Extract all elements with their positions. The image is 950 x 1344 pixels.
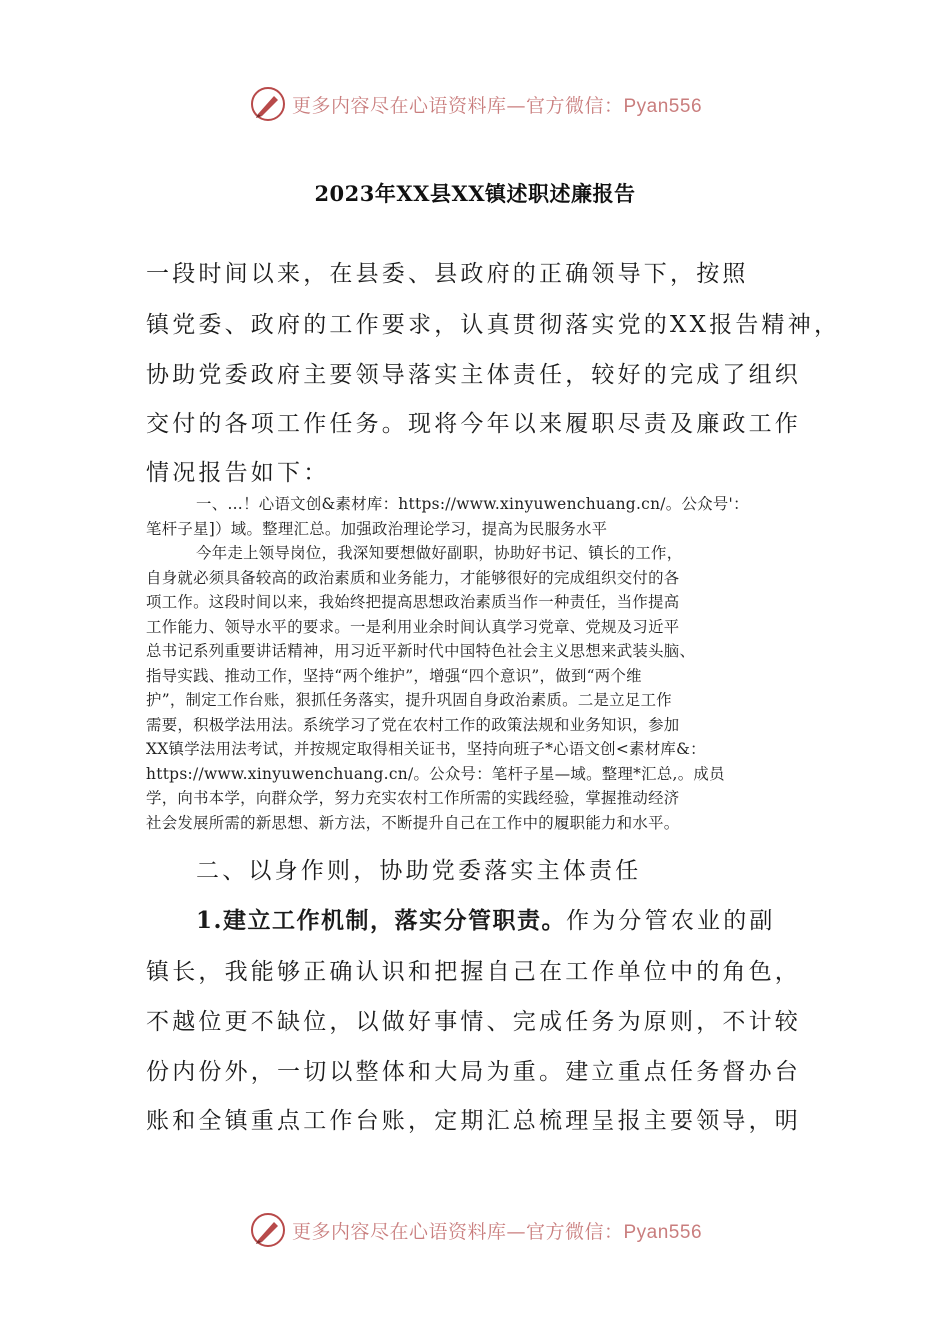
item1-line: 份内份外，一切以整体和大局为重。建立重点任务督办台 [146,1059,801,1085]
section1-line: XX镇学法用法考试，并按规定取得相关证书，坚持向班子*心语文创<素材库&： [146,740,706,758]
intro-line: 一段时间以来，在县委、县政府的正确领导下，按照 [146,261,749,287]
page-title: 2023年XX县XX镇述职述廉报告 [314,181,636,206]
section1-block [146,492,826,835]
section1-line: 总书记系列重要讲话精神，用习近平新时代中国特色社会主义思想来武装头脑、 [146,642,696,660]
section1-line: 项工作。这段时间以来，我始终把提高思想政治素质当作一种责任，当作提高 [146,593,680,611]
section2-heading: 二、以身作则，协助党委落实主体责任 [196,858,642,884]
intro-line: 交付的各项工作任务。现将今年以来履职尽责及廉政工作 [146,411,801,437]
section1-line: https://www.xinyuwenchuang.cn/。公众号：笔杆子星—域。整理*汇总,。成员 [146,764,725,783]
footer-banner [0,1210,950,1250]
section1-line: 工作能力、领导水平的要求。一是利用业余时间认真学习党章、党规及习近平 [146,617,680,636]
section1-line: 学，向书本学，向群众学，努力充实农村工作所需的实践经验，掌握推动经济 [146,789,680,807]
section1-line: 需要，积极学法用法。系统学习了党在农村工作的政策法规和业务知识，参加 [146,715,680,734]
pen-logo-icon [248,1210,288,1250]
section1-line: 社会发展所需的新思想、新方法，不断提升自己在工作中的履职能力和水平。 [146,813,680,832]
banner-text: 更多内容尽在心语资料库—官方微信：Pyan556 [291,1220,703,1243]
banner-text: 更多内容尽在心语资料库—官方微信：Pyan556 [291,94,703,117]
section1-line: 指导实践、推动工作，坚持“两个维护”，增强“四个意识”，做到“两个维 [146,666,642,685]
section1-line: 护”，制定工作台账，狠抓任务落实，提升巩固自身政治素质。二是立足工作 [146,691,672,709]
intro-line: 镇党委、政府的工作要求，认真贯彻落实党的XX报告精神， [146,312,841,338]
section1-line: 笔杆子星]）域。整理汇总。加强政治理论学习，提高为民服务水平 [146,519,608,538]
header-banner [0,84,950,124]
section1-line: 一、…！心语文创&素材库：https://www.xinyuwenchuang.cn/。公众号'： [196,495,749,513]
intro-line: 协助党委政府主要领导落实主体责任，较好的完成了组织 [146,362,801,388]
item1-first-line: 1.建立工作机制，落实分管职责。作为分管农业的副 [196,907,776,934]
pen-logo-icon [248,84,288,124]
section1-line: 自身就必须具备较高的政治素质和业务能力，才能够很好的完成组织交付的各 [146,568,680,587]
item1-line: 账和全镇重点工作台账，定期汇总梳理呈报主要领导，明 [146,1108,801,1134]
item1-line: 镇长，我能够正确认识和把握自己在工作单位中的角色， [146,959,801,985]
intro-line: 情况报告如下： [146,460,330,486]
item1-bold-heading: 1.建立工作机制，落实分管职责。 [196,907,567,934]
item1-line: 不越位更不缺位，以做好事情、完成任务为原则，不计较 [146,1009,801,1035]
section1-line: 今年走上领导岗位，我深知要想做好副职，协助好书记、镇长的工作， [196,544,683,562]
